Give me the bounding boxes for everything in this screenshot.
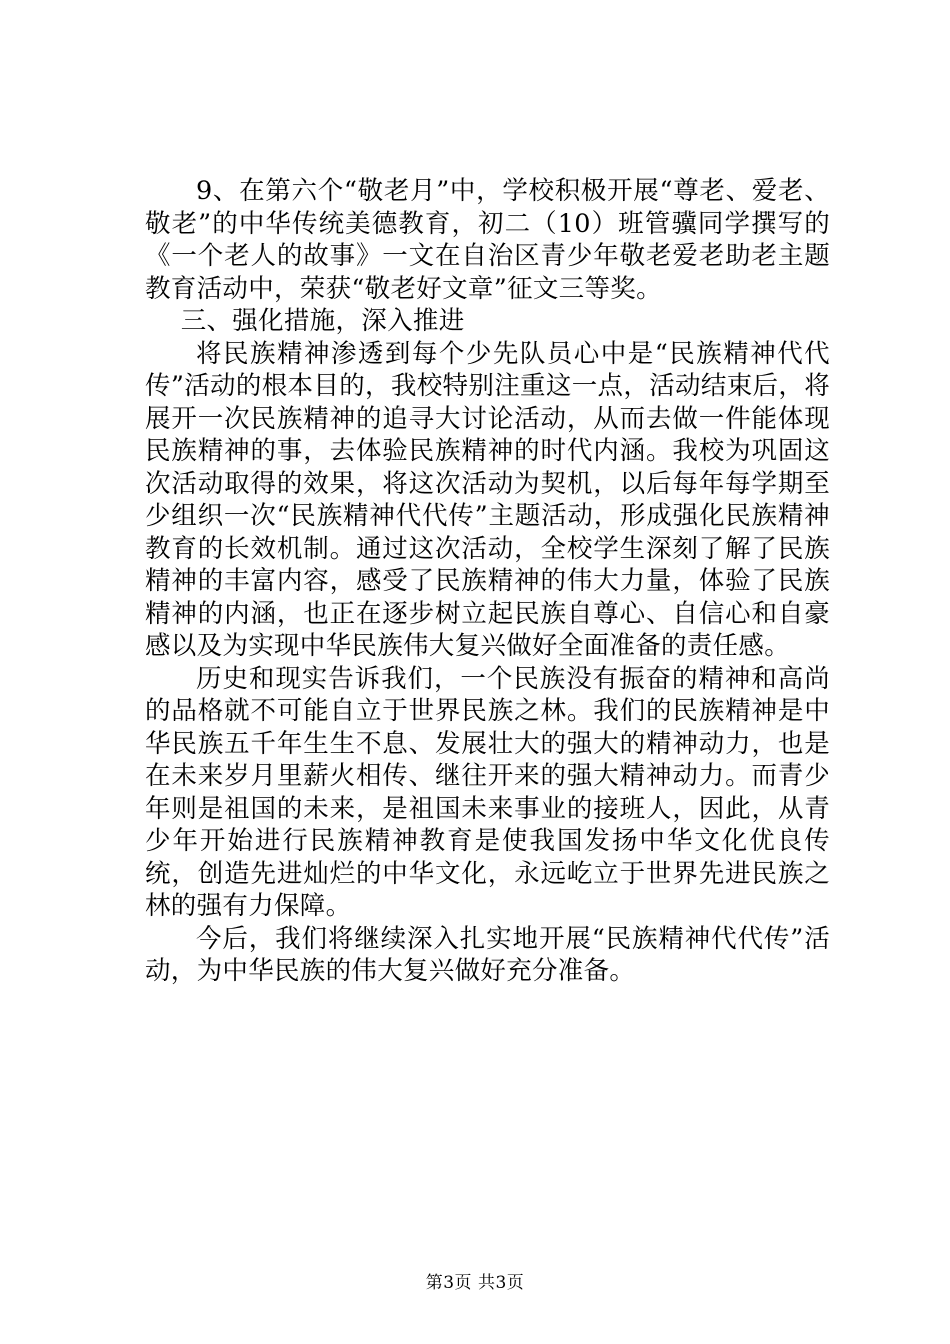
document-body bbox=[145, 175, 830, 988]
paragraph-future: 今后，我们将继续深入扎实地开展“民族精神代代传”活动，为中华民族的伟大复兴做好充分准备。 bbox=[145, 923, 830, 986]
section-heading: 三、强化措施，深入推进 bbox=[180, 306, 465, 336]
paragraph-measures: 将民族精神渗透到每个少先队员心中是“民族精神代代传”活动的根本目的，我校特别注重这一点，活动结束后，将展开一次民族精神的追寻大讨论活动，从而去做一件能体现民族精神的事，去体验民族精神的时代内涵。我校为巩固这次活动取得的效果，将这次活动为契机，以后每年每学期至少组织一次“民族精神代代传”主题活动，形成强化民族精神教育的长效机制。通过这次活动，全校学生深刻了解了民族精神的丰富内容，感受了民族精神的伟大力量，体验了民族精神的内涵，也正在逐步树立起民族自尊心、自信心和自豪感以及为实现中华民族伟大复兴做好全面准备的责任感。 bbox=[145, 338, 830, 661]
page-number-footer: 第3页 共3页 bbox=[425, 1273, 525, 1293]
paragraph-history: 历史和现实告诉我们，一个民族没有振奋的精神和高尚的品格就不可能自立于世界民族之林。我们的民族精神是中华民族五千年生生不息、发展壮大的强大的精神动力，也是在未来岁月里薪火相传、继往开来的强大精神动力。而青少年则是祖国的未来，是祖国未来事业的接班人，因此，从青少年开始进行民族精神教育是使我国发扬中华文化优良传统，创造先进灿烂的中华文化，永远屹立于世界先进民族之林的强有力保障。 bbox=[145, 663, 830, 921]
paragraph-award: 9、在第六个“敬老月”中，学校积极开展“尊老、爱老、敬老”的中华传统美德教育，初二（10）班管骥同学撰写的《一个老人的故事》一文在自治区青少年敬老爱老助老主题教育活动中，荣获“敬老好文章”征文三等奖。 bbox=[145, 176, 830, 304]
